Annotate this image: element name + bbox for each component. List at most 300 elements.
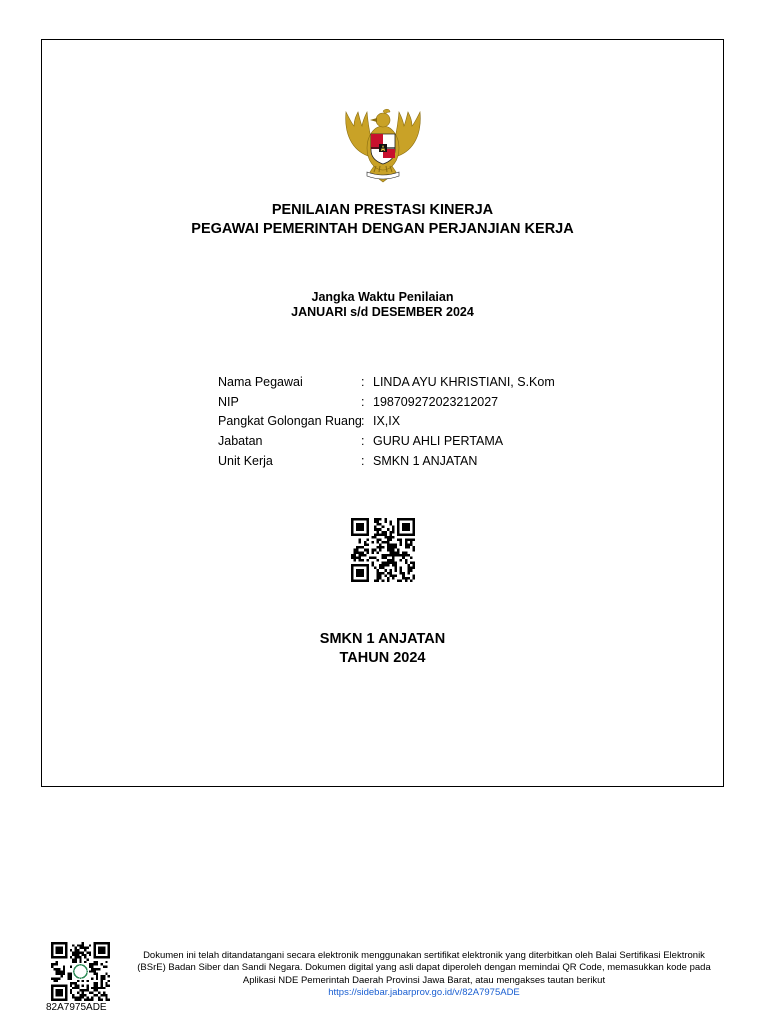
qr-module <box>84 949 86 951</box>
qr-module <box>392 554 395 557</box>
qr-module <box>384 533 387 536</box>
qr-module <box>101 977 103 979</box>
qr-module <box>382 526 385 529</box>
qr-module <box>63 968 65 970</box>
qr-module <box>93 982 95 984</box>
qr-module <box>98 947 105 954</box>
qr-module <box>374 549 377 552</box>
qr-module <box>56 961 58 963</box>
qr-module <box>96 975 98 977</box>
qr-module <box>105 996 107 998</box>
qr-module <box>366 538 369 541</box>
qr-module <box>405 554 408 557</box>
qr-module <box>82 984 84 986</box>
qr-module <box>359 556 362 559</box>
qr-module <box>407 569 410 572</box>
qr-module <box>93 970 95 972</box>
qr-module <box>91 999 93 1001</box>
qr-module <box>366 549 369 552</box>
document-title-line1: PENILAIAN PRESTASI KINERJA <box>271 202 494 218</box>
qr-module <box>412 549 415 552</box>
qr-module <box>395 562 398 565</box>
qr-module <box>387 544 390 547</box>
qr-module <box>86 959 88 961</box>
qr-module <box>395 554 398 557</box>
qr-module <box>96 961 98 963</box>
qr-module <box>89 963 91 965</box>
qr-module <box>407 577 410 580</box>
qr-module <box>410 556 413 559</box>
qr-module <box>374 533 377 536</box>
qr-module <box>56 968 58 970</box>
qr-module <box>91 996 93 998</box>
qr-module <box>58 973 60 975</box>
qr-module <box>364 549 367 552</box>
verification-link[interactable]: https://sidebar.jabarprov.go.id/v/82A7975ADE <box>328 986 520 998</box>
qr-module <box>53 980 55 982</box>
qr-module <box>382 579 385 582</box>
qr-module <box>369 556 372 559</box>
qr-module <box>374 579 377 582</box>
qr-module <box>382 572 385 575</box>
qr-module <box>364 541 367 544</box>
qr-module <box>392 562 395 565</box>
qr-module <box>371 536 374 539</box>
info-colon: : <box>361 414 365 429</box>
qr-module <box>103 994 105 996</box>
qr-module <box>392 556 395 559</box>
qr-module <box>382 562 385 565</box>
qr-module <box>86 989 88 991</box>
qr-module <box>384 554 387 557</box>
qr-module <box>101 975 103 977</box>
qr-module <box>86 984 88 986</box>
qr-module <box>82 994 84 996</box>
qr-module <box>98 996 100 998</box>
qr-module <box>395 574 398 577</box>
qr-module <box>91 968 93 970</box>
qr-module <box>79 947 81 949</box>
qr-module <box>389 544 392 547</box>
qr-module <box>82 954 84 956</box>
info-value: IX,IX <box>373 414 401 429</box>
info-value: GURU AHLI PERTAMA <box>373 434 504 449</box>
qr-module <box>75 959 77 961</box>
qr-module <box>101 984 103 986</box>
qr-module <box>387 562 390 565</box>
qr-module <box>93 961 95 963</box>
qr-module <box>354 549 357 552</box>
qr-module <box>364 544 367 547</box>
qr-module <box>400 579 403 582</box>
qr-module <box>387 546 390 549</box>
qr-module <box>82 947 84 949</box>
qr-module <box>75 949 77 951</box>
qr-module <box>377 572 380 575</box>
qr-module <box>387 549 390 552</box>
qr-module <box>75 982 77 984</box>
qr-module <box>389 521 392 524</box>
document-title-line2: PEGAWAI PEMERINTAH DENGAN PERJANJIAN KERJA <box>191 221 574 237</box>
qr-module <box>56 989 63 996</box>
qr-module <box>354 551 357 554</box>
qr-module <box>392 536 395 539</box>
qr-module <box>359 546 362 549</box>
qr-module <box>86 996 88 998</box>
qr-module <box>70 956 72 958</box>
qr-module <box>98 992 100 994</box>
qr-module <box>371 556 374 559</box>
qr-module <box>412 538 415 541</box>
qr-module <box>91 987 93 989</box>
qr-module <box>410 562 413 565</box>
qr-module <box>72 959 74 961</box>
qr-module <box>382 533 385 536</box>
info-colon: : <box>361 434 365 449</box>
qr-module <box>68 977 70 979</box>
qr-module <box>387 579 390 582</box>
qr-module <box>77 996 79 998</box>
qr-module <box>79 994 81 996</box>
info-label: Pangkat Golongan Ruang <box>218 414 362 429</box>
qr-module <box>402 574 405 577</box>
qr-module <box>405 538 408 541</box>
qr-module <box>70 992 72 994</box>
qr-module <box>392 551 395 554</box>
qr-module <box>105 982 107 984</box>
qr-module <box>79 961 81 963</box>
qr-module <box>56 963 58 965</box>
qr-module <box>58 968 60 970</box>
qr-module <box>53 963 55 965</box>
qr-module <box>377 569 380 572</box>
qr-module <box>53 977 55 979</box>
qr-module <box>103 966 105 968</box>
year-label: TAHUN 2024 <box>339 650 426 666</box>
qr-module <box>407 554 410 557</box>
qr-module <box>389 536 392 539</box>
qr-module <box>379 523 382 526</box>
qr-module <box>82 944 84 946</box>
qr-module <box>405 544 408 547</box>
qr-module <box>91 970 93 972</box>
qr-module <box>359 541 362 544</box>
qr-module <box>60 973 62 975</box>
qr-module <box>387 541 390 544</box>
qr-module <box>397 551 400 554</box>
qr-module <box>402 554 405 557</box>
qr-module <box>77 999 79 1001</box>
qr-module <box>395 569 398 572</box>
qr-module <box>392 577 395 580</box>
qr-module <box>400 572 403 575</box>
info-colon: : <box>361 394 365 409</box>
qr-module <box>377 521 380 524</box>
qr-module <box>96 987 98 989</box>
qr-module <box>389 574 392 577</box>
qr-module <box>108 984 110 986</box>
qr-module <box>395 544 398 547</box>
qr-module <box>405 541 408 544</box>
qr-module <box>402 577 405 580</box>
qr-module <box>379 574 382 577</box>
qr-module <box>98 987 100 989</box>
qr-module <box>79 996 81 998</box>
qr-module <box>392 544 395 547</box>
qr-module <box>410 579 413 582</box>
qr-module <box>379 549 382 552</box>
qr-module <box>361 551 364 554</box>
qr-module <box>389 554 392 557</box>
signature-note-text: Dokumen ini telah ditandatangani secara elektronik menggunakan sertifikat elektronik yang diterbitkan oleh Balai Sertifikasi Elektronik (BSrE) Badan Siber dan Sandi Negara. Dokumen digital yang asli dapat diperoleh dengan memindai QR Code, memasukkan kode pada Aplikasi NDE Pemerintah Daerah Provinsi Jawa Barat, atau mengakses tautan berikut <box>137 950 711 986</box>
qr-module <box>354 559 357 562</box>
qr-module <box>371 562 374 565</box>
qr-module <box>89 999 91 1001</box>
info-colon: : <box>361 453 365 468</box>
qr-module <box>389 572 392 575</box>
qr-module <box>377 523 380 526</box>
info-value: 198709272023212027 <box>373 394 499 409</box>
qr-module <box>395 567 398 570</box>
qr-module <box>400 569 403 572</box>
qr-module <box>405 546 408 549</box>
qr-module <box>56 970 58 972</box>
qr-module <box>60 970 62 972</box>
qr-module <box>374 526 377 529</box>
qr-module <box>382 567 385 570</box>
qr-module <box>51 963 53 965</box>
qr-module <box>101 994 103 996</box>
qr-module <box>389 549 392 552</box>
qr-module <box>101 999 103 1001</box>
qr-module <box>86 947 88 949</box>
qr-module <box>70 984 72 986</box>
qr-module <box>389 546 392 549</box>
qr-module <box>377 528 380 531</box>
qr-module <box>91 977 93 979</box>
qr-module <box>105 966 107 968</box>
qr-module <box>101 987 103 989</box>
qr-module <box>397 554 400 557</box>
qr-module <box>377 538 380 541</box>
qr-module <box>395 546 398 549</box>
qr-module <box>377 579 380 582</box>
qr-module <box>392 559 395 562</box>
qr-module <box>361 554 364 557</box>
qr-module <box>397 549 400 552</box>
qr-module <box>96 989 98 991</box>
qr-module <box>96 984 98 986</box>
qr-module <box>72 994 74 996</box>
info-value: SMKN 1 ANJATAN <box>373 453 478 468</box>
qr-module <box>374 521 377 524</box>
qr-module <box>392 526 395 529</box>
qr-module <box>82 980 84 982</box>
qr-module <box>371 541 374 544</box>
info-label: Nama Pegawai <box>218 375 303 389</box>
document-code: 82A7975ADE <box>46 1002 107 1013</box>
qr-module <box>384 521 387 524</box>
qr-module <box>377 531 380 534</box>
qr-module <box>56 977 58 979</box>
qr-module <box>407 544 410 547</box>
qr-module <box>354 554 357 557</box>
qr-module <box>63 966 65 968</box>
qr-module <box>72 961 74 963</box>
qr-module <box>371 551 374 554</box>
qr-module <box>77 954 79 956</box>
qr-module <box>70 975 72 977</box>
qr-module <box>72 963 89 980</box>
qr-module <box>371 549 374 552</box>
qr-module <box>101 980 103 982</box>
period-value: JANUARI s/d DESEMBER 2024 <box>291 305 474 319</box>
qr-module <box>356 551 359 554</box>
qr-module <box>91 963 93 965</box>
qr-module <box>56 947 63 954</box>
qr-module <box>101 963 103 965</box>
qr-module <box>374 518 377 521</box>
qr-module <box>77 984 79 986</box>
qr-module <box>84 961 86 963</box>
qr-module <box>75 961 77 963</box>
qr-module <box>70 949 72 951</box>
qr-module <box>389 569 392 572</box>
qr-module <box>392 531 395 534</box>
qr-module <box>387 577 390 580</box>
qr-module <box>389 538 392 541</box>
qr-module <box>359 551 362 554</box>
qr-module <box>387 572 390 575</box>
qr-module <box>395 551 398 554</box>
qr-module <box>75 954 77 956</box>
qr-module <box>77 949 79 951</box>
info-label: NIP <box>218 394 239 409</box>
qr-module <box>356 556 359 559</box>
unit-name: SMKN 1 ANJATAN <box>319 631 446 647</box>
qr-module <box>84 994 86 996</box>
qr-module <box>400 538 403 541</box>
qr-module <box>402 551 405 554</box>
footer-qr-code-icon <box>50 942 111 1001</box>
qr-module <box>356 546 359 549</box>
qr-module <box>389 533 392 536</box>
qr-module <box>384 574 387 577</box>
qr-module <box>405 577 408 580</box>
qr-module <box>77 956 79 958</box>
qr-module <box>379 544 382 547</box>
qr-module <box>412 567 415 570</box>
qr-module <box>379 577 382 580</box>
qr-module <box>400 554 403 557</box>
qr-module <box>103 977 105 979</box>
qr-module <box>392 528 395 531</box>
qr-module <box>82 989 84 991</box>
qr-module <box>75 947 77 949</box>
qr-module <box>389 562 392 565</box>
qr-module <box>68 975 70 977</box>
qr-module <box>105 999 107 1001</box>
qr-module <box>374 556 377 559</box>
qr-module <box>82 992 84 994</box>
qr-module <box>79 959 81 961</box>
qr-module <box>382 541 385 544</box>
qr-module <box>82 996 84 998</box>
qr-module <box>377 574 380 577</box>
qr-module <box>89 992 91 994</box>
qr-module <box>93 989 95 991</box>
qr-module <box>389 551 392 554</box>
qr-module <box>351 556 354 559</box>
qr-module <box>51 966 53 968</box>
qr-module <box>374 536 377 539</box>
qr-module <box>395 564 398 567</box>
qr-module <box>382 554 385 557</box>
qr-module <box>89 966 91 968</box>
qr-module <box>366 551 369 554</box>
qr-module <box>412 564 415 567</box>
qr-module <box>387 559 390 562</box>
qr-module <box>374 528 377 531</box>
qr-module <box>82 951 84 953</box>
qr-module <box>79 989 81 991</box>
qr-module <box>77 944 79 946</box>
qr-module <box>377 577 380 580</box>
qr-module <box>371 564 374 567</box>
qr-module <box>384 518 387 521</box>
qr-module <box>410 567 413 570</box>
qr-module <box>70 966 72 968</box>
qr-module <box>354 556 357 559</box>
qr-module <box>410 541 413 544</box>
qr-module <box>359 559 362 562</box>
qr-module <box>400 544 403 547</box>
qr-module <box>79 956 81 958</box>
qr-module <box>387 528 390 531</box>
qr-module <box>412 574 415 577</box>
info-label: Unit Kerja <box>218 453 273 468</box>
qr-module <box>392 546 395 549</box>
qr-module <box>412 562 415 565</box>
signature-note <box>128 950 720 999</box>
qr-module <box>387 564 390 567</box>
qr-module <box>407 572 410 575</box>
qr-module <box>397 538 400 541</box>
qr-module <box>103 992 105 994</box>
qr-module <box>384 562 387 565</box>
qr-module <box>103 975 105 977</box>
qr-module <box>79 999 81 1001</box>
qr-module <box>387 538 390 541</box>
qr-module <box>405 562 408 565</box>
qr-module <box>400 567 403 570</box>
qr-module <box>70 973 72 975</box>
qr-module <box>392 574 395 577</box>
qr-module <box>407 546 410 549</box>
qr-module <box>86 951 88 953</box>
qr-module <box>397 579 400 582</box>
qr-module <box>68 973 70 975</box>
qr-module <box>389 523 392 526</box>
qr-module <box>75 956 77 958</box>
qr-module <box>98 968 100 970</box>
qr-module <box>75 996 77 998</box>
qr-module <box>84 999 86 1001</box>
qr-module <box>70 989 72 991</box>
qr-module <box>96 963 98 965</box>
qr-module <box>412 546 415 549</box>
qr-module <box>93 994 95 996</box>
